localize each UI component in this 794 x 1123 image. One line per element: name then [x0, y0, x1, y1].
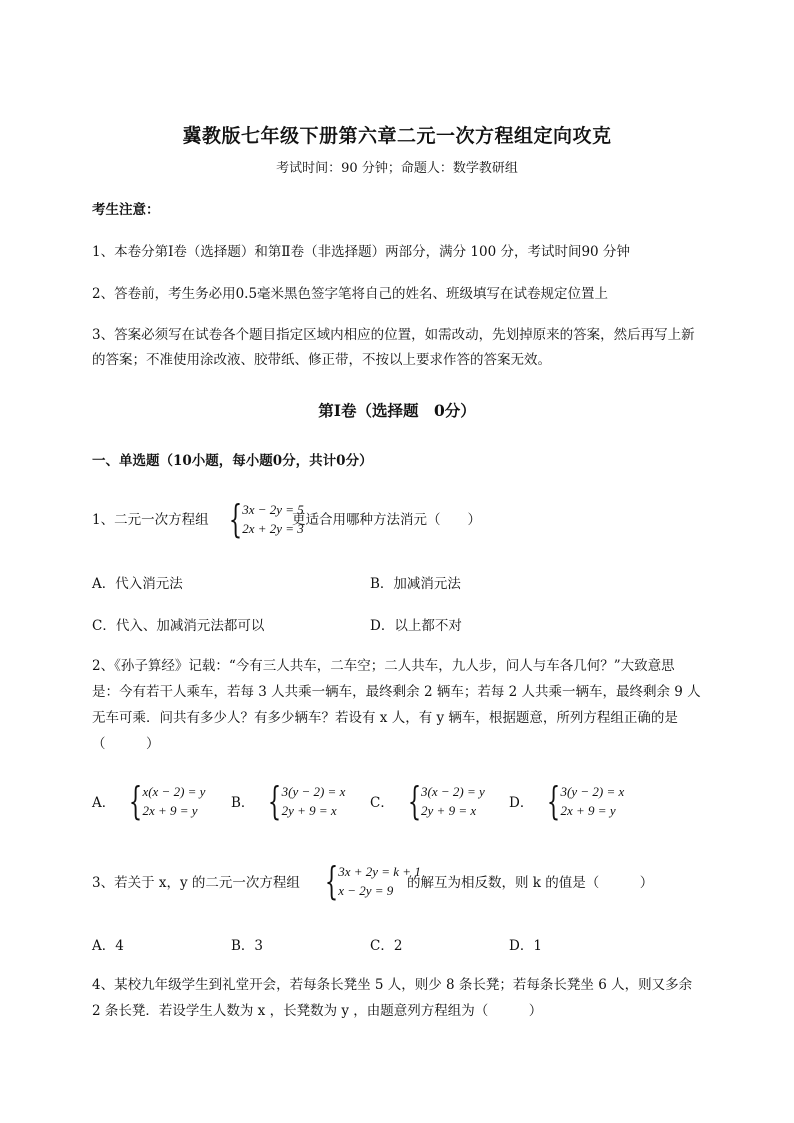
- question-1-prefix: 1、二元一次方程组: [92, 512, 209, 528]
- notice-heading: 考生注意：: [92, 202, 160, 218]
- question-4-text: 2 条长凳．若设学生人数为 x ，长凳数为 y ，由题意列方程组为（ ）: [92, 1003, 543, 1019]
- question-3-prefix: 3、若关于 x，y 的二元一次方程组: [92, 875, 300, 891]
- equation: 3(y − 2) = x: [281, 784, 346, 799]
- q3-option-b[interactable]: B．3: [231, 938, 264, 954]
- option-label: C．: [370, 795, 394, 811]
- question-1-equation-system: [218, 497, 304, 541]
- equation: 3(x − 2) = y: [421, 784, 485, 799]
- option-label: D．: [509, 795, 534, 811]
- option-equation-system: [397, 779, 485, 823]
- option-equation-system: [257, 779, 346, 823]
- question-3-suffix: 的解互为相反数，则 k 的值是（ ）: [407, 875, 654, 891]
- q3-option-d[interactable]: D．1: [509, 938, 542, 954]
- q1-option-d[interactable]: D．以上都不对: [370, 618, 462, 634]
- brace-symbol: {: [324, 859, 339, 903]
- q1-option-b[interactable]: B．加减消元法: [370, 576, 461, 592]
- notice-item: 2、答卷前，考生务必用0.5毫米黑色签字笔将自己的姓名、班级填写在试卷规定位置上: [92, 286, 609, 302]
- notice-item: 的答案；不准使用涂改液、胶带纸、修正带，不按以上要求作答的答案无效。: [92, 352, 551, 368]
- q2-option-c[interactable]: [370, 779, 485, 823]
- equation: 3(y − 2) = x: [560, 784, 625, 799]
- q3-option-c[interactable]: C．2: [370, 938, 403, 954]
- q2-option-b[interactable]: [231, 779, 346, 823]
- equation: 3x − 2y = 5: [242, 502, 304, 517]
- brace-symbol: {: [407, 779, 422, 823]
- option-equation-system: [118, 779, 206, 823]
- question-2-text: 2、《孙子算经》记载：“今有三人共车，二车空；二人共车，九人步，问人与车各几何？”大致意思: [92, 658, 675, 674]
- page-subtitle: 考试时间：90 分钟；命题人：数学教研组: [276, 161, 518, 176]
- question-3-equation-system: [314, 859, 421, 903]
- notice-item: 1、本卷分第Ⅰ卷（选择题）和第Ⅱ卷（非选择题）两部分，满分 100 分，考试时间90 分钟: [92, 244, 630, 260]
- equation: 2y + 9 = x: [281, 803, 337, 818]
- q2-option-d[interactable]: [509, 779, 625, 823]
- question-2-text: （ ）: [92, 736, 160, 752]
- equation: 2x + 9 = y: [560, 803, 616, 818]
- option-label: A．: [92, 795, 116, 811]
- question-4-text: 4、某校九年级学生到礼堂开会，若每条长凳坐 5 人，则少 8 条长凳；若每条长凳坐 6 人，则又多余: [92, 977, 693, 993]
- notice-item: 3、答案必须写在试卷各个题目指定区域内相应的位置，如需改动，先划掉原来的答案，然后再写上新: [92, 327, 695, 343]
- q1-option-a[interactable]: A．代入消元法: [92, 576, 183, 592]
- equation: 2x + 2y = 3: [242, 521, 304, 536]
- brace-symbol: {: [129, 779, 143, 823]
- part-heading: 一、单选题（10小题，每小题0分，共计0分）: [92, 453, 373, 469]
- equation: x − 2y = 9: [338, 883, 394, 898]
- equation: x(x − 2) = y: [142, 784, 206, 799]
- q3-option-a[interactable]: A．4: [92, 938, 124, 954]
- brace-symbol: {: [228, 497, 243, 541]
- question-2-text: 是：今有若干人乘车，若每 3 人共乘一辆车，最终剩余 2 辆车；若每 2 人共乘一辆车，最终剩余 9 人: [92, 684, 701, 700]
- equation: 2y + 9 = x: [421, 803, 477, 818]
- section-title: 第Ⅰ卷（选择题 0分）: [318, 401, 476, 420]
- question-2-text: 无车可乘．问共有多少人？有多少辆车？若设有 x 人，有 y 辆车，根据题意，所列方程组正确的是: [92, 710, 678, 726]
- brace-symbol: {: [268, 779, 282, 823]
- option-label: B．: [231, 795, 255, 811]
- q2-option-a[interactable]: [92, 779, 206, 823]
- page-title: 冀教版七年级下册第六章二元一次方程组定向攻克: [182, 125, 612, 147]
- option-equation-system: [536, 779, 625, 823]
- q1-option-c[interactable]: C．代入、加减消元法都可以: [92, 618, 265, 634]
- equation: 3x + 2y = k + 1: [338, 864, 421, 879]
- equation: 2x + 9 = y: [142, 803, 198, 818]
- brace-symbol: {: [547, 779, 561, 823]
- question-1-suffix: 更适合用哪种方法消元（ ）: [292, 512, 481, 528]
